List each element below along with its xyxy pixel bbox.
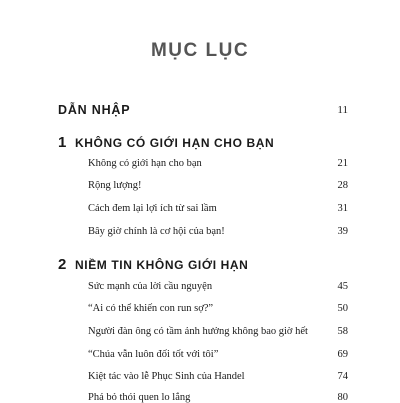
toc-entry-page: 58 [337, 326, 348, 337]
toc-entry-title: Không có giới hạn cho bạn [88, 158, 202, 169]
intro-label: DẪN NHẬP [58, 103, 131, 117]
toc-entry-page: 74 [337, 371, 348, 382]
intro-page-number: 11 [337, 104, 348, 116]
chapter-2-title: NIỀM TIN KHÔNG GIỚI HẠN [75, 258, 249, 272]
toc-entry-title: Người đàn ông có tầm ảnh hưởng không bao giờ hết [88, 326, 308, 337]
toc-entry-title: “Ai có thể khiến con run sợ?” [88, 303, 214, 314]
toc-entry-page: 69 [337, 349, 348, 360]
toc-entry-title: Rộng lượng! [88, 180, 142, 191]
toc-entry-page: 45 [337, 281, 348, 292]
toc-entry-title: Sức mạnh của lời cầu nguyện [88, 281, 213, 292]
toc-entry-title: Kiệt tác vào lễ Phục Sinh của Handel [88, 371, 245, 382]
toc-entry-title: Bây giờ chính là cơ hội của bạn! [88, 226, 225, 237]
chapter-1-number: 1 [58, 134, 67, 151]
toc-entry-page: 39 [337, 226, 348, 237]
toc-entry-page: 50 [337, 303, 348, 314]
toc-title: MỤC LỤC [150, 40, 250, 61]
toc-entry-title: Cách đem lại lợi ích từ sai lầm [88, 203, 217, 214]
toc-entry-page: 21 [337, 158, 348, 169]
chapter-1-title: KHÔNG CÓ GIỚI HẠN CHO BẠN [75, 136, 275, 150]
chapter-2-number: 2 [58, 256, 67, 273]
toc-entry-title: “Chúa vẫn luôn đối tốt với tôi” [88, 349, 219, 360]
toc-entry-page: 80 [337, 392, 348, 403]
toc-entry-title: Phá bỏ thói quen lo lắng [88, 392, 191, 403]
toc-entry-page: 28 [337, 180, 348, 191]
toc-entry-page: 31 [337, 203, 348, 214]
